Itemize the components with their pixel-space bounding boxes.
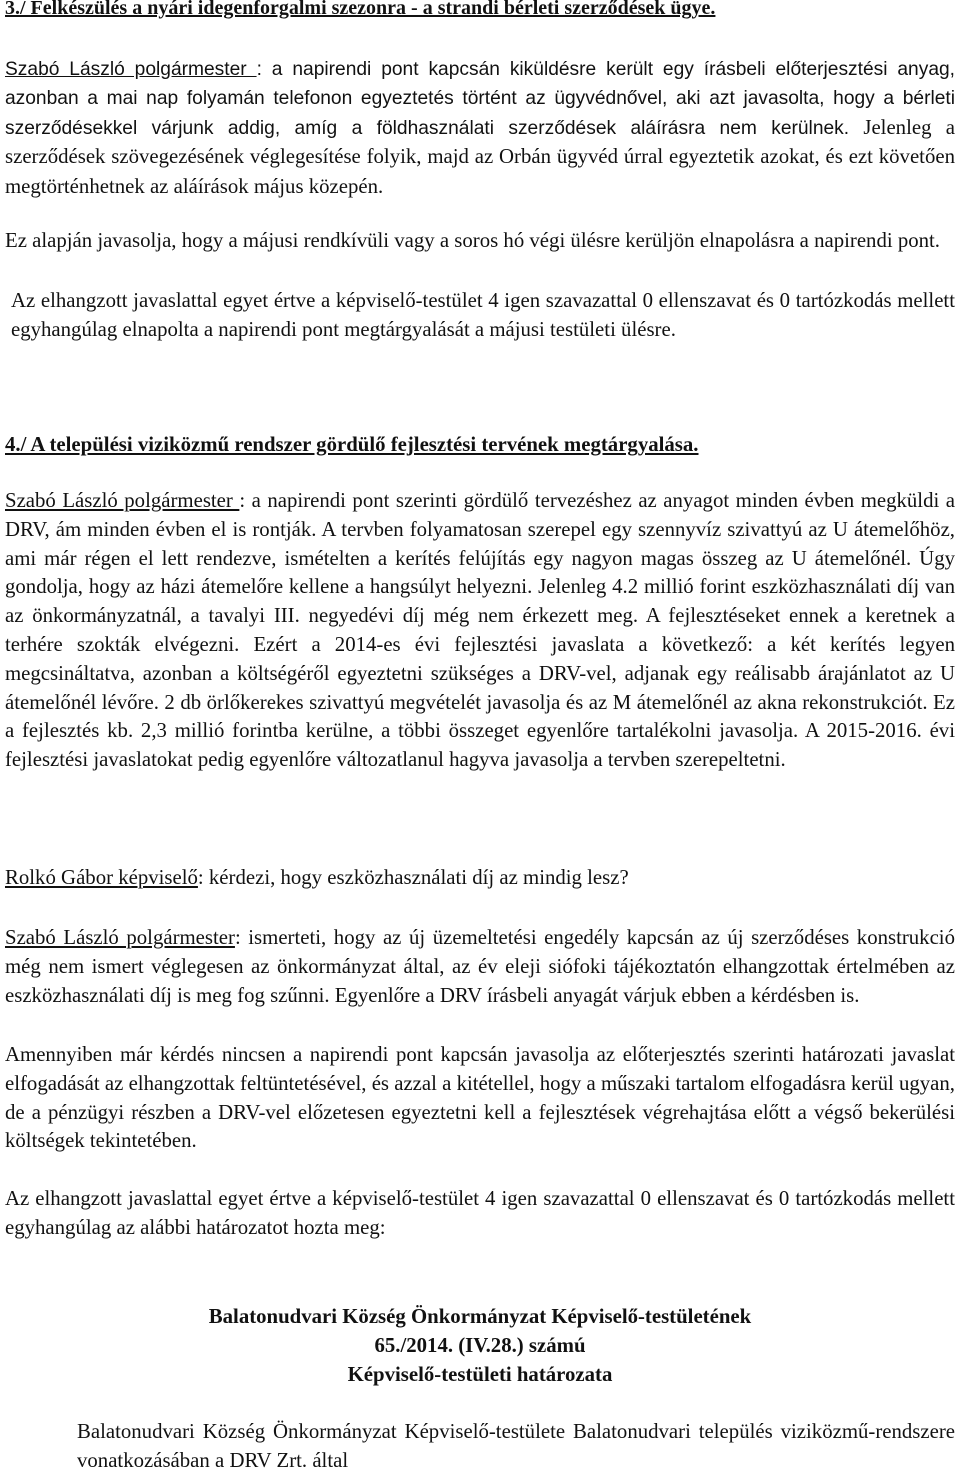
item4-paragraph-3 xyxy=(5,924,955,1010)
item4-paragraph-2 xyxy=(5,864,629,893)
resolution-title-line-1: Balatonudvari Község Önkormányzat Képviselő-testületének xyxy=(208,1305,752,1328)
speaker-name: Szabó László polgármester xyxy=(5,926,235,949)
speech-text: : kérdezi, hogy eszközhasználati díj az mindig lesz? xyxy=(197,866,629,889)
agenda-item-3-heading: 3./ Felkészülés a nyári idegenforgalmi szezonra - a strandi bérleti szerződések ügye. xyxy=(5,0,716,19)
item4-paragraph-1 xyxy=(5,487,955,775)
speaker-name: Szabó László polgármester xyxy=(5,59,257,80)
speaker-name: Rolkó Gábor képviselő xyxy=(5,866,198,889)
resolution-number: 65./2014. (IV.28.) számú xyxy=(374,1333,586,1357)
item4-vote-paragraph: Az elhangzott javaslattal egyet értve a képviselő-testület 4 igen szavazattal 0 ellenszavat és 0 tartózkodás mellett egyhangúlag az alábbi határozatot hozta meg: xyxy=(5,1187,955,1239)
resolution-title-line-3: Képviselő-testületi határozata xyxy=(347,1362,613,1386)
item4-paragraph-4: Amennyiben már kérdés nincsen a napirendi pont kapcsán javasolja az előterjesztés szerinti határozati javaslat elfogadását az elhangzottak feltüntetésével, és azzal a kitétellel, hogy a műszaki tartalom elfogadásra kerül ugyan, de a pénzügyi részben a DRV-vel előzetesen egyeztetni kell a fejlesztések végrehajtása előtt a végső bekerülési költségek tekintetében. xyxy=(5,1043,955,1153)
agenda-item-4-heading: 4./ A települési viziközmű rendszer gördülő fejlesztési tervének megtárgyalása. xyxy=(5,433,699,456)
speech-text-continued: Jelenleg a szerződések szövegezésének véglegesítése folyik, majd az Orbán ügyvéd úrral egyeztetik azokat, és ezt követően megtörténhetnek az aláírások május közepén. xyxy=(5,115,955,199)
item3-paragraph-1 xyxy=(5,56,955,203)
item3-paragraph-2: Ez alapján javasolja, hogy a májusi rendkívüli vagy a soros hó végi ülésre kerüljön elnapolásra a napirendi pont. xyxy=(5,229,941,252)
resolution-text: Balatonudvari Község Önkormányzat Képviselő-testülete Balatonudvari település viziközmű-rendszere vonatkozásában a DRV Zrt. által xyxy=(77,1420,955,1472)
item3-vote-paragraph: Az elhangzott javaslattal egyet értve a képviselő-testület 4 igen szavazattal 0 ellenszavat és 0 tartózkodás mellett egyhangúlag elnapolta a napirendi pont megtárgyalását a májusi testületi ülésre. xyxy=(11,289,955,341)
speech-text: : a napirendi pont szerinti gördülő tervezéshez az anyagot minden évben megküldi a DRV, ám minden évben el is rontják. A tervben folyamatosan szerepel egy szennyvíz szivattyú az U átemelőhöz, ami már régen el lett rendezve, ismételten a kerítés felújítás egy nagyon magas összeg az U átemelőnél. Úgy gondolja, hogy az házi átemelőre kellene a hangsúlyt helyezni. Jelenleg 4.2 millió forint eszközhasználati díj van az önkormányzatnál, a tavalyi III. negyedévi díj még nem érkezett meg. A fejlesztéseket ennek a keretnek a terhére szokták elvégezni. Ezért a 2014-es évi fejlesztési javaslata a következő: a két kerítés legyen megcsináltatva, azonban a költségéről egyeztetni szükséges a DRV-vel, adjanak egy reálisabb árajánlatot az U átemelőnél lévőre. 2 db örlőkerekes szivattyú megvételét javasolja és az M átemelőnél az akna rekonstrukciót. Ez a fejlesztés kb. 2,3 millió forintba kerülne, a többi összeget egyenlőre tartalékolni javasolja. A 2015-2016. évi fejlesztési javaslatokat pedig egyenlőre változatlanul hagyva javasolja a tervben szerepeltetni. xyxy=(5,489,955,772)
speech-text: : a napirendi pont kapcsán kiküldésre került egy írásbeli előterjesztési anyag, azonban a mai nap folyamán telefonon egyeztetés történt az ügyvédnővel, aki azt javasolta, hogy a bérleti szerződésekkel várjunk addig, amíg a földhasználati szerződések aláírásra nem kerülnek. xyxy=(5,59,955,139)
speech-text: : ismerteti, hogy az új üzemeltetési engedély kapcsán az új szerződéses konstrukció még nem ismert véglegesen az önkormányzat által, az év eleji siófoki tájékoztatón elhangzottak értelmében az eszközhasználati díj is meg fog szűnni. Egyenlőre a DRV írásbeli anyagát várjuk ebben a kérdésben is. xyxy=(5,926,955,1007)
speaker-name: Szabó László polgármester xyxy=(5,489,240,512)
resolution-title-block xyxy=(5,1303,955,1389)
